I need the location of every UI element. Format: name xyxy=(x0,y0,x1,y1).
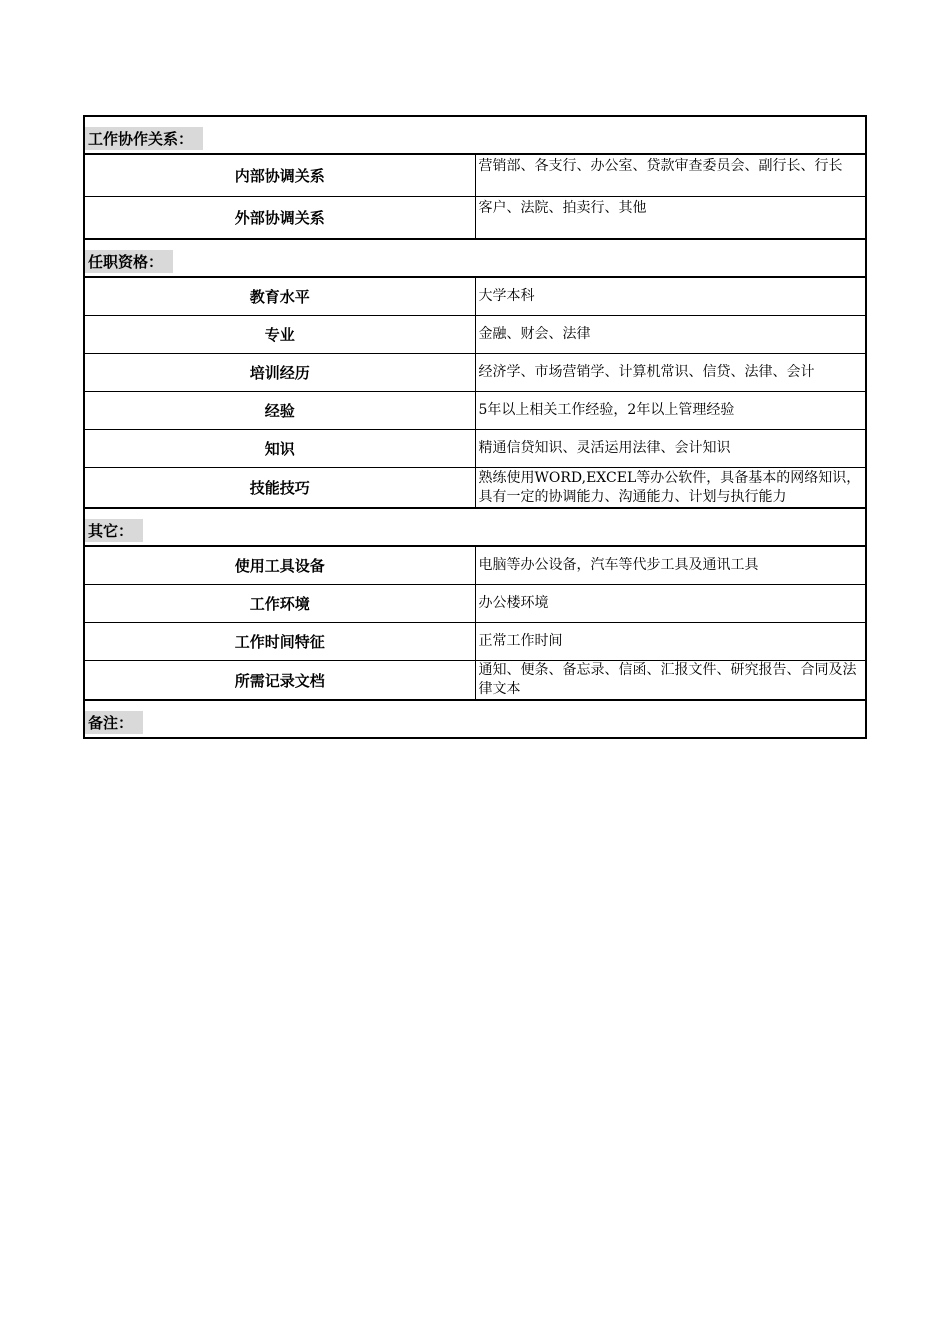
section-cooperation xyxy=(84,116,866,154)
row-label: 所需记录文档 xyxy=(84,661,475,701)
row-label: 工作环境 xyxy=(84,585,475,623)
row-value: 办公楼环境 xyxy=(475,585,866,623)
row-value: 正常工作时间 xyxy=(475,623,866,661)
row-label: 外部协调关系 xyxy=(84,197,475,240)
row-label: 培训经历 xyxy=(84,354,475,392)
row-label: 教育水平 xyxy=(84,277,475,316)
table-row xyxy=(84,585,866,623)
row-value: 客户、法院、拍卖行、其他 xyxy=(475,197,866,240)
row-label: 技能技巧 xyxy=(84,468,475,509)
section-title: 其它： xyxy=(85,519,143,542)
table-row xyxy=(84,197,866,240)
row-label: 工作时间特征 xyxy=(84,623,475,661)
table-row xyxy=(84,154,866,197)
table-row xyxy=(84,392,866,430)
section-title: 备注： xyxy=(85,711,143,734)
row-label: 知识 xyxy=(84,430,475,468)
section-title: 任职资格： xyxy=(85,250,173,273)
table-row xyxy=(84,546,866,585)
row-value: 经济学、市场营销学、计算机常识、信贷、法律、会计 xyxy=(475,354,866,392)
table-row xyxy=(84,468,866,509)
section-title: 工作协作关系： xyxy=(85,127,203,150)
row-value: 电脑等办公设备，汽车等代步工具及通讯工具 xyxy=(475,546,866,585)
row-label: 经验 xyxy=(84,392,475,430)
table-row xyxy=(84,316,866,354)
table-row xyxy=(84,661,866,701)
table-row xyxy=(84,354,866,392)
section-other xyxy=(84,508,866,546)
section-remarks xyxy=(84,700,866,738)
row-value: 熟练使用WORD,EXCEL等办公软件，具备基本的网络知识，具有一定的协调能力、沟通能力、计划与执行能力 xyxy=(475,468,866,509)
row-label: 专业 xyxy=(84,316,475,354)
row-label: 使用工具设备 xyxy=(84,546,475,585)
row-value: 营销部、各支行、办公室、贷款审查委员会、副行长、行长 xyxy=(475,154,866,197)
row-value: 通知、便条、备忘录、信函、汇报文件、研究报告、合同及法律文本 xyxy=(475,661,866,701)
job-description-table xyxy=(83,115,867,739)
table-row xyxy=(84,277,866,316)
table-row xyxy=(84,430,866,468)
row-value: 精通信贷知识、灵活运用法律、会计知识 xyxy=(475,430,866,468)
section-qualification xyxy=(84,239,866,277)
row-value: 金融、财会、法律 xyxy=(475,316,866,354)
row-value: 大学本科 xyxy=(475,277,866,316)
row-label: 内部协调关系 xyxy=(84,154,475,197)
table-row xyxy=(84,623,866,661)
row-value: 5年以上相关工作经验，2年以上管理经验 xyxy=(475,392,866,430)
